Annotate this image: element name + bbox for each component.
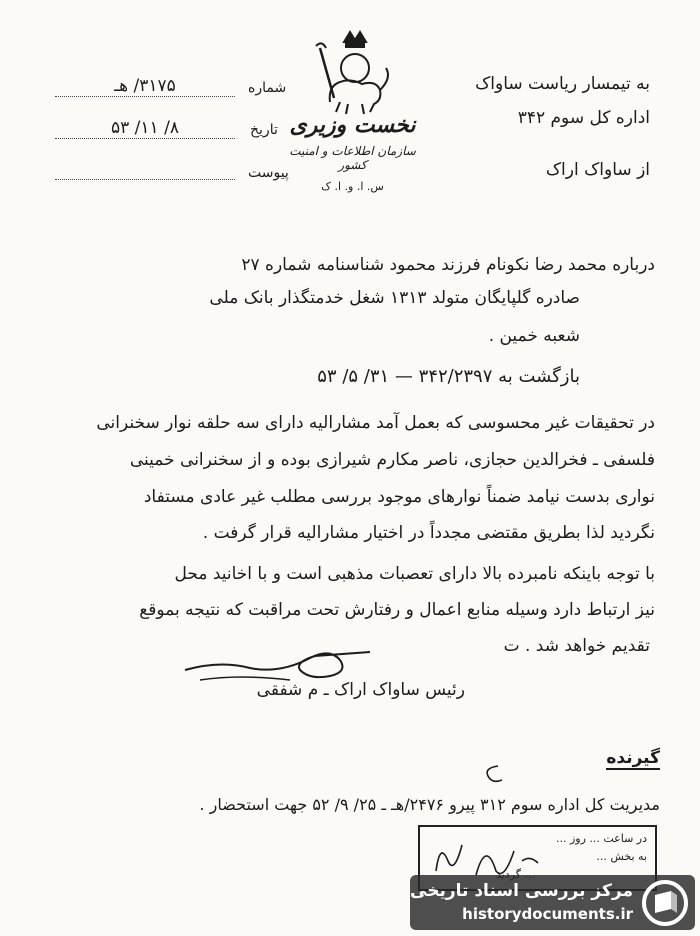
attachment-value-line (55, 178, 235, 180)
body-line-7: تقدیم خواهد شد . ت (503, 636, 650, 656)
archive-logo-icon (641, 879, 689, 927)
agency-subtitle: سازمان اطلاعات و امنیت کشور (289, 144, 416, 172)
subject-line1: درباره محمد رضا نکونام فرزند محمود شناسنامه شماره ۲۷ (241, 255, 655, 275)
reference-line: بازگشت به ۳۴۲/۲۳۹۷ — ۳۱/ ۵/ ۵۳ (317, 366, 580, 387)
signature-title: رئیس ساواک اراک ـ م شفقی (256, 680, 465, 700)
watermark-title: مرکز بررسی اسناد تاریخی (410, 881, 633, 901)
subject-line2: صادره گلپایگان متولد ۱۳۱۳ شغل خدمتگذار بانک ملی (209, 288, 580, 308)
date-label: تاریخ (250, 122, 278, 138)
sender-line: از ساواک اراک (545, 160, 650, 180)
recipients-line: مدیریت کل اداره سوم ۳۱۲ پیرو ۲۴۷۶/هـ ـ ۲۵/ ۹/ ۵۲ جهت استحضار . (199, 795, 660, 814)
lion-and-sun-emblem-icon (300, 28, 410, 118)
handwritten-mark-icon (478, 762, 508, 788)
recipients-label: گیرنده (606, 748, 660, 768)
body-line-3: نواری بدست نیامد ضمناً نوارهای موجود بررسی مطلب غیر عادی مستفاد (143, 487, 655, 507)
archive-watermark (410, 875, 695, 930)
recipient-line1: به تیمسار ریاست ساواک (475, 74, 650, 94)
stamp-line2: به بخش ... (596, 850, 647, 863)
number-label: شماره (248, 80, 287, 96)
number-value: ۳۱۷۵/ هـ (55, 76, 235, 97)
stamp-line1: در ساعت ... روز ... (555, 832, 647, 845)
body-line-2: فلسفی ـ فخرالدین حجازی، ناصر مکارم شیرازی بوده و از سخنرانی خمینی (129, 450, 655, 470)
watermark-url: historydocuments.ir (462, 905, 633, 923)
attachment-label: پیوست (248, 165, 289, 181)
body-line-6: نیز ارتباط دارد وسیله منابع اعمال و رفتارش تحت مراقبت که نتیجه بموقع (139, 600, 655, 620)
subject-line3: شعبه خمین . (488, 326, 580, 346)
agency-block (285, 112, 420, 193)
agency-code: س. ا. و. ا. ک (321, 180, 384, 193)
agency-title: نخست وزیری (289, 112, 416, 138)
body-line-4: نگردید لذا بطریق مقتضی مجدداً در اختیار مشارالیه قرار گرفت . (202, 523, 655, 543)
recipient-line2: اداره کل سوم ۳۴۲ (517, 108, 650, 128)
body-line-1: در تحقیقات غیر محسوسی که بعمل آمد مشارالیه دارای سه حلقه نوار سخنرانی (96, 413, 655, 433)
date-value: ۸/ ۱۱/ ۵۳ (55, 118, 235, 139)
body-line-5: با توجه باینکه نامبرده بالا دارای تعصبات مذهبی است و با اخانید محل (174, 564, 655, 584)
